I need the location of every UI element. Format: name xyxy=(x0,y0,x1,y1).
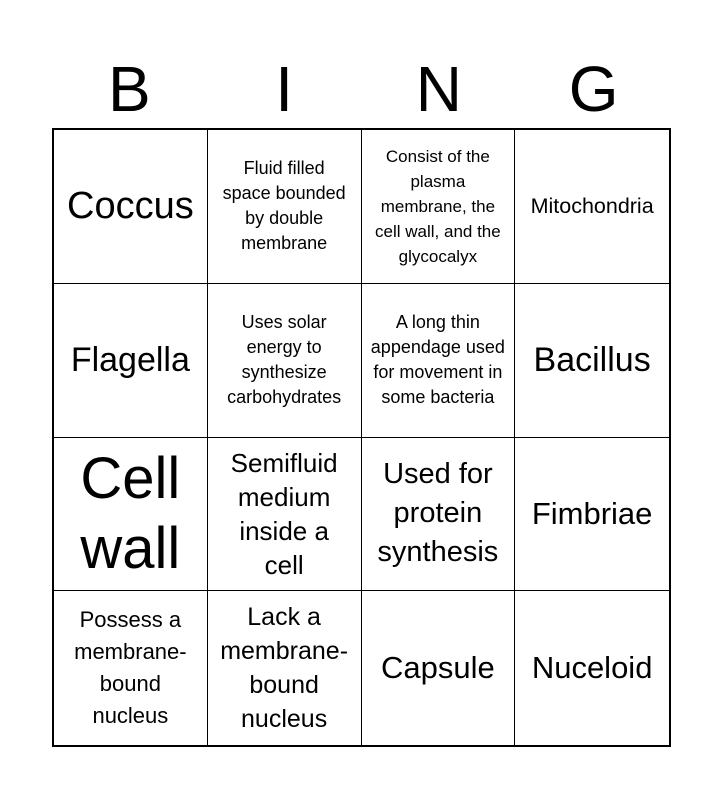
bingo-cell[interactable] xyxy=(54,438,208,592)
header-letter-i: I xyxy=(275,53,294,125)
header-letter-g: G xyxy=(568,53,619,125)
cell-text: Bacillus xyxy=(533,341,651,380)
cell-text: Cell wall xyxy=(80,445,181,581)
bingo-cell[interactable] xyxy=(208,438,362,592)
bingo-cell[interactable] xyxy=(362,438,516,592)
cell-text: A long thin appendage used for movement in some bacteria xyxy=(370,312,505,408)
cell-text: Consist of the plasma membrane, the cell wall, and the glycocalyx xyxy=(375,146,501,266)
bingo-cell[interactable] xyxy=(515,438,669,592)
bingo-cell[interactable] xyxy=(362,284,516,438)
bingo-board xyxy=(52,128,671,747)
cell-text: Fimbriae xyxy=(531,495,653,531)
bingo-cell[interactable] xyxy=(54,591,208,745)
cell-text: Coccus xyxy=(67,185,194,228)
bingo-cell[interactable] xyxy=(362,591,516,745)
cell-text: Flagella xyxy=(70,341,190,380)
cell-text: Capsule xyxy=(381,650,495,686)
cell-text: Possess a membrane-bound nucleus xyxy=(74,607,187,729)
header-letter-n: N xyxy=(415,53,462,125)
cell-text: Mitochondria xyxy=(530,193,654,218)
header-letter-b: B xyxy=(108,53,151,125)
bingo-cell[interactable] xyxy=(515,591,669,745)
bingo-cell[interactable] xyxy=(208,284,362,438)
cell-text: Uses solar energy to synthesize carbohydrates xyxy=(227,312,342,408)
bingo-cell[interactable] xyxy=(515,284,669,438)
cell-text: Fluid filled space bounded by double membrane xyxy=(222,158,346,254)
bingo-cell[interactable] xyxy=(54,284,208,438)
bingo-header xyxy=(52,50,671,128)
bingo-cell[interactable] xyxy=(362,130,516,284)
bingo-cell[interactable] xyxy=(208,591,362,745)
cell-text: Semifluid medium inside a cell xyxy=(230,447,338,580)
cell-text: Used for protein synthesis xyxy=(377,458,499,569)
cell-text: Lack a membrane-bound nucleus xyxy=(220,603,349,734)
bingo-cell[interactable] xyxy=(515,130,669,284)
bingo-cell[interactable] xyxy=(54,130,208,284)
bingo-cell[interactable] xyxy=(208,130,362,284)
cell-text: Nuceloid xyxy=(531,650,653,686)
